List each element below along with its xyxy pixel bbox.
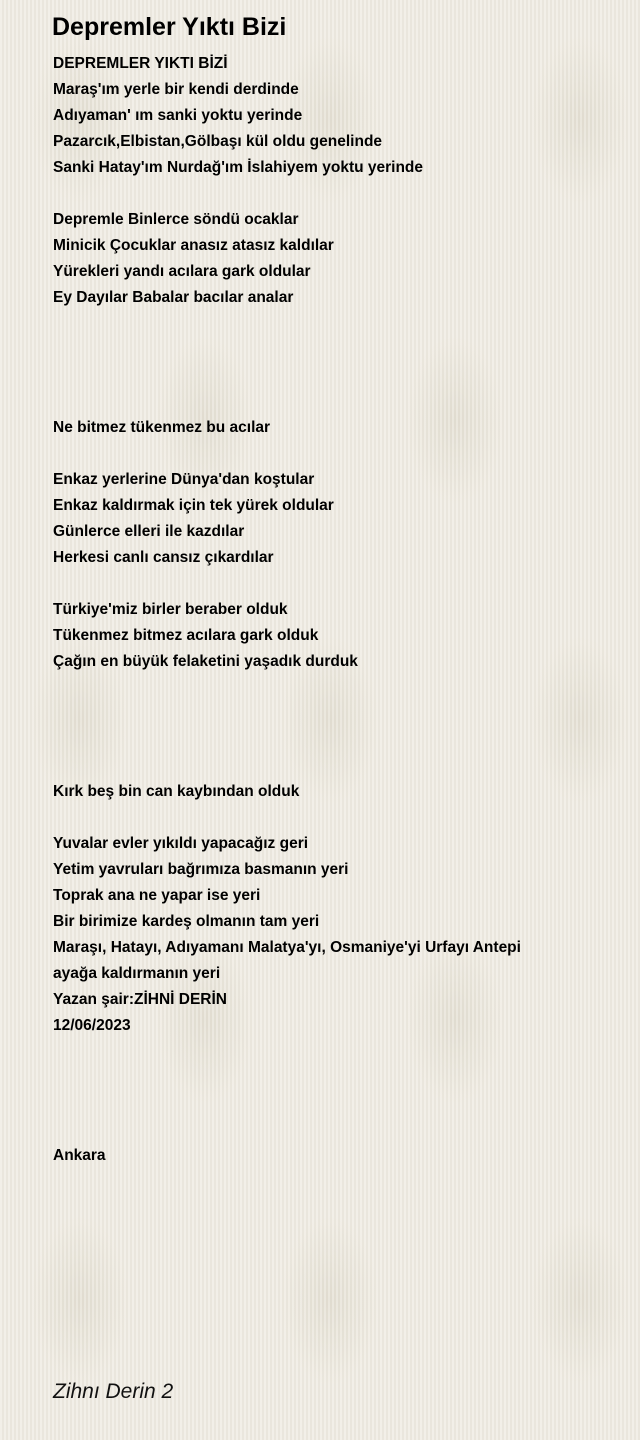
poem-blank-line: [53, 675, 613, 701]
poem-blank-line: [53, 181, 613, 207]
poem-line: Minicik Çocuklar anasız atasız kaldılar: [53, 237, 334, 254]
poem-line: Yuvalar evler yıkıldı yapacağız geri: [53, 835, 309, 852]
poem-line: Bir birimize kardeş olmanın tam yeri: [53, 913, 320, 930]
poem-blank-line: [53, 311, 613, 337]
poem-blank-line: [53, 337, 613, 363]
poem-title: Depremler Yıktı Bizi: [52, 13, 287, 41]
poem-line: Sanki Hatay'ım Nurdağ'ım İslahiyem yoktu yerinde: [53, 159, 424, 176]
poem-line: Herkesi canlı cansız çıkardılar: [53, 549, 274, 566]
poem-line: Çağın en büyük felaketini yaşadık durduk: [53, 653, 358, 670]
poem-blank-line: [53, 441, 613, 467]
poem-line: DEPREMLER YIKTI BİZİ: [53, 55, 228, 72]
poem-line: Yetim yavruları bağrımıza basmanın yeri: [53, 861, 349, 878]
poem-line: Maraş'ım yerle bir kendi derdinde: [53, 81, 299, 98]
poem-line: 12/06/2023: [53, 1017, 131, 1034]
poem-line: Toprak ana ne yapar ise yeri: [53, 887, 261, 904]
poem-blank-line: [53, 1091, 613, 1117]
poem-blank-line: [53, 1039, 613, 1065]
poem-blank-line: [53, 727, 613, 753]
poem-line: Günlerce elleri ile kazdılar: [53, 523, 245, 540]
poem-line: Pazarcık,Elbistan,Gölbaşı kül oldu genelinde: [53, 133, 383, 150]
poem-line: Ankara: [53, 1147, 106, 1164]
poem-line: Yürekleri yandı acılara gark oldular: [53, 263, 311, 280]
poem-line: Enkaz yerlerine Dünya'dan koştular: [53, 471, 315, 488]
poem-line: Enkaz kaldırmak için tek yürek oldular: [53, 497, 334, 514]
poem-blank-line: [53, 363, 613, 389]
poem-blank-line: [53, 389, 613, 415]
poem-line: Yazan şair:ZİHNİ DERİN: [53, 991, 227, 1008]
poem-line: Ne bitmez tükenmez bu acılar: [53, 419, 271, 436]
poem-blank-line: [53, 1117, 613, 1143]
poem-body: [53, 51, 613, 1169]
poem-line: Maraşı, Hatayı, Adıyamanı Malatya'yı, Osmaniye'yi Urfayı Antepi: [53, 939, 521, 956]
poem-blank-line: [53, 701, 613, 727]
poem-line: Adıyaman' ım sanki yoktu yerinde: [53, 107, 303, 124]
author-name: Zihnı Derin 2: [53, 1380, 174, 1403]
poem-line: Tükenmez bitmez acılara gark olduk: [53, 627, 319, 644]
poem-line: Depremle Binlerce söndü ocaklar: [53, 211, 299, 228]
poem-blank-line: [53, 805, 613, 831]
poem-blank-line: [53, 1065, 613, 1091]
poem-line: ayağa kaldırmanın yeri: [53, 965, 221, 982]
poem-line: Türkiye'miz birler beraber olduk: [53, 601, 288, 618]
poem-line: Ey Dayılar Babalar bacılar analar: [53, 289, 294, 306]
poem-line: Kırk beş bin can kaybından olduk: [53, 783, 300, 800]
poem-blank-line: [53, 571, 613, 597]
poem-blank-line: [53, 753, 613, 779]
